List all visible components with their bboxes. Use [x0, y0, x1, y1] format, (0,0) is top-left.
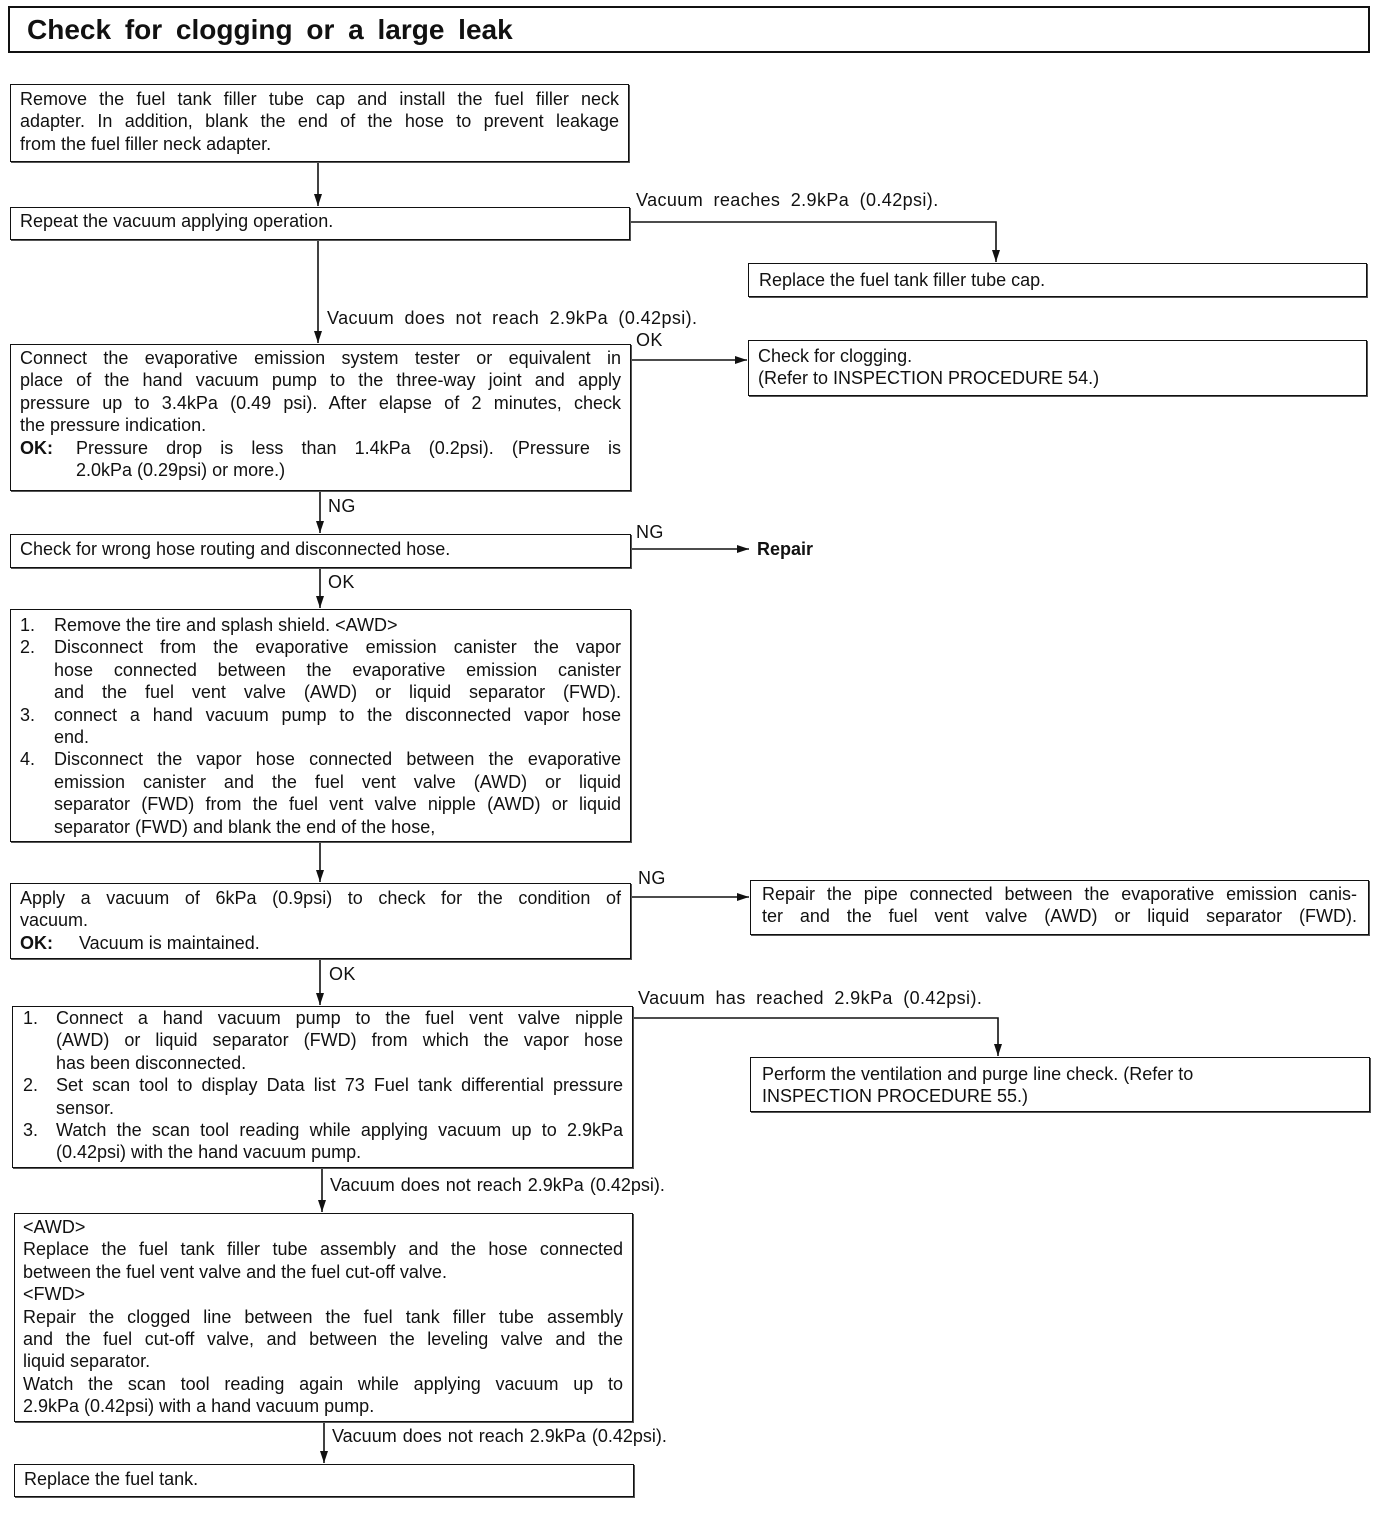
- step-text-line: liquid separator.: [23, 1351, 151, 1372]
- list-number: 2.: [23, 1075, 39, 1096]
- step-text-line: the pressure indication.: [20, 415, 207, 436]
- step-text-line: connect a hand vacuum pump to the disconnected vapor hose: [54, 704, 621, 725]
- step-box-check-clogging: [748, 340, 1367, 396]
- ok-condition: [20, 932, 621, 954]
- edge-label-ng: NG: [328, 496, 356, 516]
- step-text-line: Replace the fuel tank filler tube assembly and the hose connected: [23, 1239, 623, 1260]
- step-text-line: Connect the evaporative emission system tester or equivalent in: [20, 348, 621, 368]
- title-box: [8, 6, 1370, 53]
- step-box-scan-tool-check: [12, 1006, 633, 1168]
- list-number: 4.: [20, 749, 36, 770]
- step-text-line: and the fuel vent valve (AWD) or liquid separator (FWD).: [54, 682, 621, 703]
- step-text-line: <FWD>: [23, 1284, 86, 1305]
- list-item: [20, 636, 621, 703]
- step-text-line: Pressure drop is less than 1.4kPa (0.2psi). (Pressure is: [76, 437, 621, 458]
- step-text-line: emission canister and the fuel vent valve (AWD) or liquid: [54, 771, 621, 792]
- step-text-line: Watch the scan tool reading again while applying vacuum up to: [23, 1373, 623, 1394]
- step-text-line: Remove the fuel tank filler tube cap and install the fuel filler neck: [20, 89, 619, 109]
- list-number: 3.: [23, 1120, 39, 1141]
- step-text-line: 2.0kPa (0.29psi) or more.): [76, 460, 286, 481]
- step-box-replace-fuel-tank: [14, 1464, 634, 1497]
- list-item: [23, 1074, 623, 1119]
- step-text-line: end.: [54, 727, 90, 748]
- list-item: [20, 704, 621, 749]
- ok-condition-label: OK:: [20, 932, 53, 953]
- edge-label-ok: OK: [329, 964, 356, 984]
- step-text-line: sensor.: [56, 1097, 115, 1118]
- list-number: 2.: [20, 637, 36, 658]
- step-box-repeat-vacuum: [10, 207, 630, 240]
- list-number: 1.: [20, 615, 36, 635]
- step-text-line: separator (FWD) from the fuel vent valve nipple (AWD) or liquid: [54, 794, 621, 815]
- edge-label-ok: OK: [636, 330, 663, 350]
- step-text-line: (AWD) or liquid separator (FWD) from which the vapor hose: [56, 1030, 623, 1051]
- step-text-line: ter and the fuel vent valve (AWD) or liquid separator (FWD).: [762, 906, 1357, 927]
- step-box-repair-pipe: [750, 880, 1369, 935]
- step-text-line: (0.42psi) with the hand vacuum pump.: [56, 1142, 362, 1163]
- step-box-disconnect-vapor-hose: [10, 609, 631, 842]
- step-box-remove-filler-cap: [10, 84, 629, 162]
- step-text-line: between the fuel vent valve and the fuel cut-off valve.: [23, 1261, 447, 1282]
- step-text-line: Repeat the vacuum applying operation.: [20, 211, 334, 231]
- list-number: 3.: [20, 704, 36, 725]
- edge-label-vacuum-does-not-reach: Vacuum does not reach 2.9kPa (0.42psi).: [330, 1175, 665, 1195]
- step-text-line: vacuum.: [20, 910, 89, 931]
- step-text-line: Set scan tool to display Data list 73 Fuel tank differential pressure: [56, 1075, 623, 1096]
- page-title: Check for clogging or a large leak: [27, 14, 513, 45]
- step-text-line: Check for clogging.: [758, 346, 913, 366]
- step-text-line: Disconnect the vapor hose connected between the evaporative: [54, 749, 621, 770]
- step-text-line: Watch the scan tool reading while applying vacuum up to 2.9kPa: [56, 1120, 623, 1141]
- step-text-line: Repair the clogged line between the fuel tank filler tube assembly: [23, 1306, 623, 1327]
- step-box-replace-filler-cap: [748, 263, 1367, 297]
- ok-condition: [20, 437, 621, 482]
- edge-label-vacuum-does-not-reach: Vacuum does not reach 2.9kPa (0.42psi).: [327, 308, 698, 328]
- list-item: [20, 614, 621, 636]
- step-text-line: Replace the fuel tank.: [24, 1469, 199, 1489]
- connector-arrow-repeat-to-replace-cap: [629, 222, 996, 262]
- edge-label-vacuum-reaches: Vacuum reaches 2.9kPa (0.42psi).: [636, 190, 939, 210]
- step-box-ventilation-check: [750, 1057, 1370, 1112]
- step-text-line: Vacuum is maintained.: [79, 932, 260, 953]
- edge-label-ng: NG: [636, 522, 664, 542]
- edge-label-vacuum-has-reached: Vacuum has reached 2.9kPa (0.42psi).: [638, 988, 983, 1008]
- edge-label-ok: OK: [328, 572, 355, 592]
- list-number: 1.: [23, 1008, 39, 1028]
- step-text-line: from the fuel filler neck adapter.: [20, 133, 272, 154]
- step-box-connect-tester: [10, 344, 631, 491]
- step-text-line: <AWD>: [23, 1217, 86, 1237]
- edge-label-vacuum-does-not-reach: Vacuum does not reach 2.9kPa (0.42psi).: [332, 1426, 667, 1446]
- list-item: [23, 1119, 623, 1164]
- step-text-line: 2.9kPa (0.42psi) with a hand vacuum pump.: [23, 1396, 375, 1417]
- step-text-line: Replace the fuel tank filler tube cap.: [759, 270, 1046, 290]
- list-item: [20, 748, 621, 838]
- step-text-line: Remove the tire and splash shield. <AWD>: [54, 615, 398, 635]
- step-text-line: and the fuel cut-off valve, and between the leveling valve and the: [23, 1329, 623, 1350]
- edge-label-ng: NG: [638, 868, 666, 888]
- repair-result-label: Repair: [757, 539, 814, 559]
- step-box-replace-filler-tube-assembly: [14, 1213, 633, 1422]
- step-text-line: Perform the ventilation and purge line check. (Refer to: [762, 1064, 1194, 1084]
- step-text-line: (Refer to INSPECTION PROCEDURE 54.): [758, 368, 1100, 389]
- step-text-line: pressure up to 3.4kPa (0.49 psi). After elapse of 2 minutes, check: [20, 392, 621, 413]
- step-text-line: separator (FWD) and blank the end of the hose,: [54, 816, 436, 837]
- step-text-line: Apply a vacuum of 6kPa (0.9psi) to check for the condition of: [20, 888, 621, 908]
- connector-arrow-scan-steps-to-ventilation: [633, 1018, 998, 1056]
- step-box-apply-vacuum: [10, 883, 631, 959]
- step-text-line: INSPECTION PROCEDURE 55.): [762, 1086, 1029, 1107]
- step-text-line: has been disconnected.: [56, 1052, 247, 1073]
- step-text-line: adapter. In addition, blank the end of the hose to prevent leakage: [20, 111, 619, 132]
- list-item: [23, 1007, 623, 1074]
- step-box-check-hose-routing: [10, 534, 631, 568]
- step-text-line: Check for wrong hose routing and disconnected hose.: [20, 539, 451, 559]
- step-text-line: Repair the pipe connected between the evaporative emission canis-: [762, 884, 1357, 904]
- ok-condition-label: OK:: [20, 437, 53, 458]
- step-text-line: Disconnect from the evaporative emission canister the vapor: [54, 637, 621, 658]
- step-text-line: Connect a hand vacuum pump to the fuel vent valve nipple: [56, 1008, 623, 1028]
- step-text-line: hose connected between the evaporative emission canister: [54, 659, 621, 680]
- step-text-line: place of the hand vacuum pump to the three-way joint and apply: [20, 370, 621, 391]
